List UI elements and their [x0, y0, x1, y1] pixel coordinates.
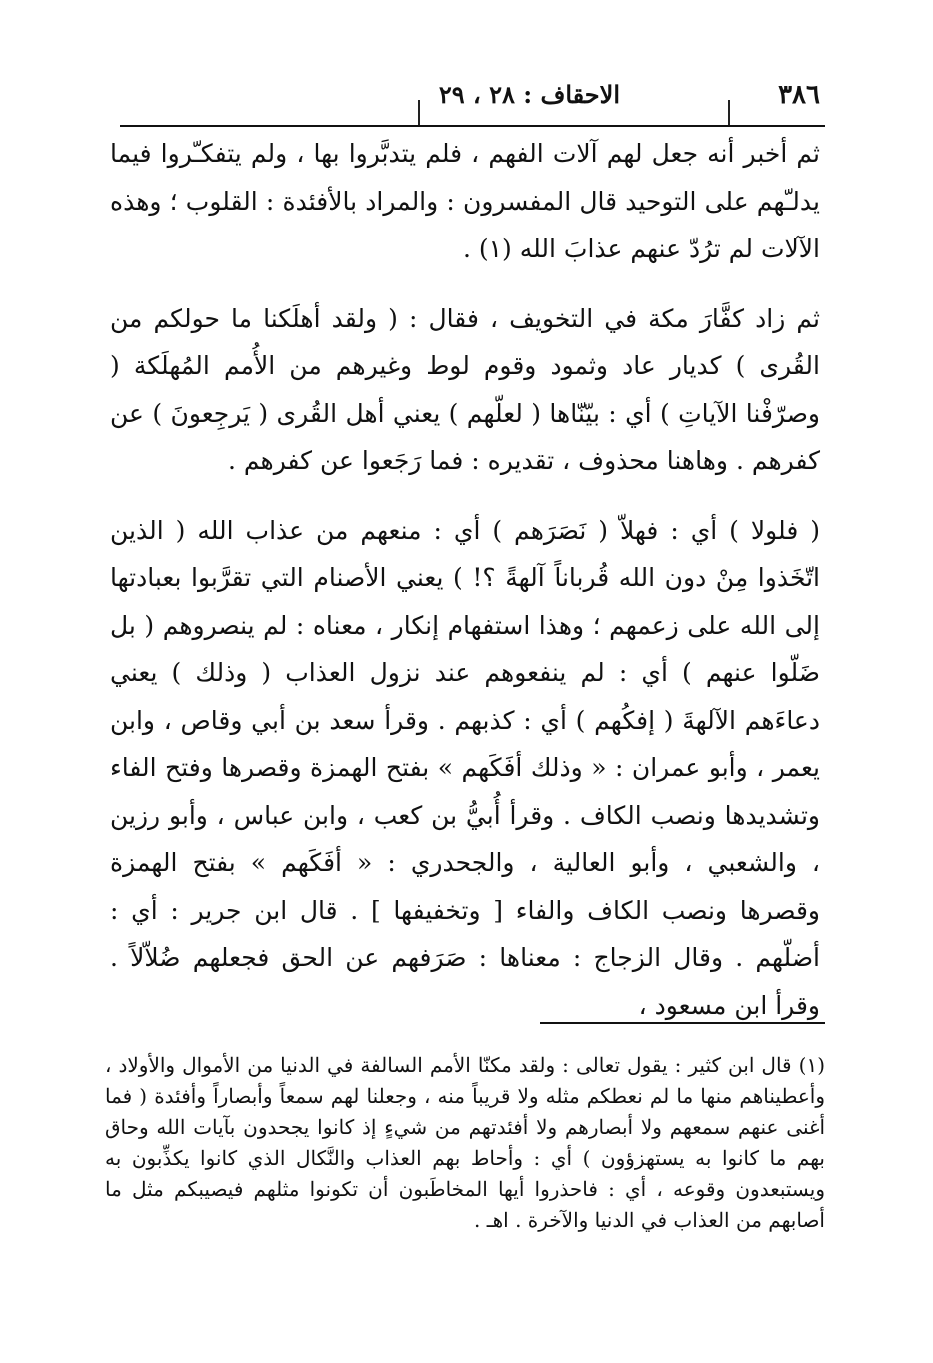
paragraph-1: ثم أخبر أنه جعل لهم آلات الفهم ، فلم يتدبَّروا بها ، ولم يتفكـّروا فيما يدلـّهم على التوحيد قال المفسرون : والمراد بالأفئدة : القلوب ؛ وهذه الآلات لم ترُدّ عنهم عذابَ الله (١) . — [110, 139, 820, 263]
main-text — [110, 130, 820, 1029]
header-tick-mark — [418, 100, 420, 126]
footnote-1: (١) قال ابن كثير : يقول تعالى : ولقد مكنّا الأمم السالفة في الدنيا من الأموال والأولاد ، وأعطيناهم منها ما لم نعطكم مثله ولا قريباً منه ، وجعلنا لهم سمعاً وأبصاراً وأفئدة ( فما أغنى عنهم سمعهم ولا أبصارهم ولا أفئدتهم من شيءٍ إذ كانوا يجحدون بآيات الله وحاق بهم ما كانوا به يستهزؤون ) أي : وأحاط بهم العذاب والنَّكال الذي كانوا يكذِّبون به ويستبعدون وقوعه ، أي : فاحذروا أيها المخاطَبون أن تكونوا مثلهم فيصيبكم مثل ما أصابهم من العذاب في الدنيا والآخرة . اهـ . — [105, 1053, 825, 1232]
header-tick-mark — [728, 100, 730, 126]
header-rule — [120, 125, 825, 127]
paragraph-3: ( فلولا ) أي : فهلاّ ( نَصَرَهم ) أي : منعهم من عذاب الله ( الذين اتّخَذوا مِنْ دون الله قُرباناً آلهةً ؟! ) يعني الأصنام التي تقرَّبوا بعبادتها إلى الله على زعمهم ؛ وهذا استفهام إنكار ، معناه : لم ينصروهم ( بل ضَلّوا عنهم ) أي : لم ينفعوهم عند نزول العذاب ( وذلك ) يعني دعاءَهم الآلهةَ ( إفكُهم ) أي : كذبهم . وقرأ سعد بن أبي وقاص ، وابن يعمر ، وأبو عمران : « وذلك أفَكَهم » بفتح الهمزة وقصرها وفتح الفاء وتشديدها ونصب الكاف . وقرأ أُبيُّ بن كعب ، وابن عباس ، وأبو رزين ، والشعبي ، وأبو العالية ، والجحدري : « أفَكَهم » بفتح الهمزة وقصرها ونصب الكاف والفاء [ وتخفيفها ] . قال ابن جرير : أي : أضلّهم . وقال الزجاج : معناها : صَرَفهم عن الحق فجعلهم ضُلاّلاً . وقرأ ابن مسعود ، — [110, 515, 820, 1020]
paragraph-2: ثم زاد كفَّارَ مكة في التخويف ، فقال : ( ولقد أهلَكنا ما حولكم من القُرى ) كديار عاد وثمود وقوم لوط وغيرهم من الأُمم المُهلَكة ( وصرّفْنا الآياتِ ) أي : بيّنّاها ( لعلّهم ) يعني أهل القُرى ( يَرجِعونَ ) عن كفرهم . وهاهنا محذوف ، تقديره : فما رَجَعوا عن كفرهم . — [110, 303, 820, 475]
page-number: ٣٨٦ — [778, 80, 820, 110]
footnotes — [105, 1050, 825, 1236]
footnote-rule — [540, 1022, 825, 1024]
page-header — [120, 80, 820, 120]
running-title: الاحقاف : ٢٨ ، ٢٩ — [438, 80, 620, 109]
